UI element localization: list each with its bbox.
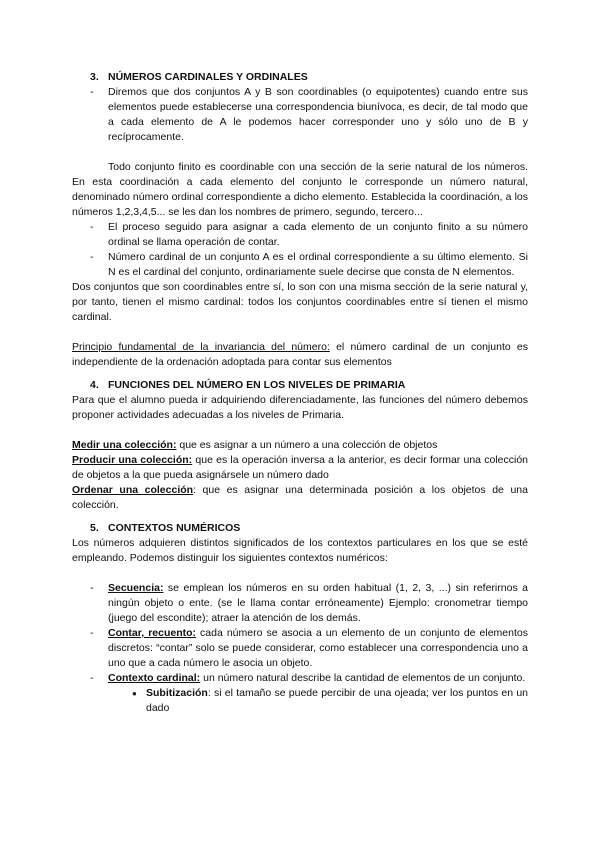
ordinal-paragraph: Todo conjunto finito es coordinable con una sección de la serie natural de los números. En esta coordinación a cada elemento del conjunto le corresponde un número natural, denominado número ordinal correspondiente a dicho elemento. Establecida la coordinación, a los números 1,2,3,4,5... se les dan los nombres de primero, segundo, tercero... <box>72 161 528 218</box>
principio-text: el número cardinal de un conjunto es independiente de la ordenación adoptada para contar sus elementos <box>72 341 528 368</box>
secuencia-item <box>72 581 528 626</box>
ordenar-text: : que es asignar una determinada posición a los objetos de una colección. <box>72 484 528 511</box>
secuencia-text: se emplean los números en su orden habitual (1, 2, 3, ...) sin referirnos a ningún objeto o ente. (se le llama contar erróneamente) Ejemplo: cronometrar tiempo (juego del escondite); atraer la atención de los demás. <box>108 582 528 624</box>
section-5-heading <box>90 521 528 536</box>
medir-label: Medir una colección: <box>72 439 177 451</box>
principio-label: Principio fundamental de la invariancia del número: <box>72 341 330 353</box>
funciones-intro: Para que el alumno pueda ir adquiriendo diferenciadamente, las funciones del número debemos proponer actividades adecuadas a los niveles de Primaria. <box>72 394 528 421</box>
contextos-intro: Los números adquieren distintos significados de los contextos particulares en los que se esté empleando. Podemos distinguir los siguientes contextos numéricos: <box>72 537 528 564</box>
section-3-title: NÚMEROS CARDINALES Y ORDINALES <box>108 71 308 83</box>
coordinables-cardinal-paragraph: Dos conjuntos que son coordinables entre sí, lo son con una misma sección de la serie natural y, por tanto, tienen el mismo cardinal: todos los conjuntos coordinables entre sí tienen el mismo cardinal. <box>72 281 528 323</box>
section-5-title: CONTEXTOS NUMÉRICOS <box>108 522 241 534</box>
section-4-heading <box>90 378 528 393</box>
section-4-title: FUNCIONES DEL NÚMERO EN LOS NIVELES DE PRIMARIA <box>108 379 406 391</box>
contar-label: Contar, recuento: <box>108 627 197 639</box>
producir-label: Producir una colección: <box>72 454 193 466</box>
contar-definition: - El proceso seguido para asignar a cada elemento de un conjunto finito a su número ordinal se llama operación de contar. <box>72 220 528 250</box>
contar-text: cada número se asocia a un elemento de un conjunto de elementos discretos: “contar” solo se puede considerar, como establecer una correspondencia uno a uno que a cada número le asocia un objeto. <box>108 627 528 669</box>
section-4-number: 4. <box>90 379 99 391</box>
section-3-number: 3. <box>90 71 99 83</box>
producir-text: que es la operación inversa a la anterior, es decir formar una colección de objetos a la que pueda asignársele un número dado <box>72 454 528 481</box>
document-content <box>72 70 528 716</box>
section-3-heading <box>90 70 528 85</box>
cardinal-definition: - Número cardinal de un conjunto A es el ordinal correspondiente a su último elemento. Si N es el cardinal del conjunto, ordinariamente suele decirse que consta de N elementos. <box>72 250 528 280</box>
cardinal-label: Contexto cardinal: <box>108 672 201 684</box>
principio-paragraph <box>72 340 528 370</box>
cardinal-item <box>72 671 528 686</box>
cardinal-text: un número natural describe la cantidad de elementos de un conjunto. <box>200 672 526 684</box>
ordenar-label: Ordenar una colección <box>72 484 194 496</box>
section-5-number: 5. <box>90 522 99 534</box>
subitizacion-text: : si el tamaño se puede percibir de una ojeada; ver los puntos en un dado <box>146 687 528 714</box>
subitizacion-item <box>72 686 528 716</box>
contar-item <box>72 626 528 671</box>
producir-paragraph <box>72 453 528 483</box>
medir-paragraph <box>72 438 528 453</box>
medir-text: que es asignar a un número a una colección de objetos <box>176 439 438 451</box>
subitizacion-label: Subitización <box>146 687 208 699</box>
secuencia-label: Secuencia: <box>108 582 164 594</box>
ordenar-paragraph <box>72 483 528 513</box>
coordinables-definition: - Diremos que dos conjuntos A y B son coordinables (o equipotentes) cuando entre sus elementos puede establecerse una correspondencia biunívoca, es decir, de tal modo que a cada elemento de A le podemos hacer corresponder uno y sólo uno de B y recíprocamente. <box>72 85 528 145</box>
